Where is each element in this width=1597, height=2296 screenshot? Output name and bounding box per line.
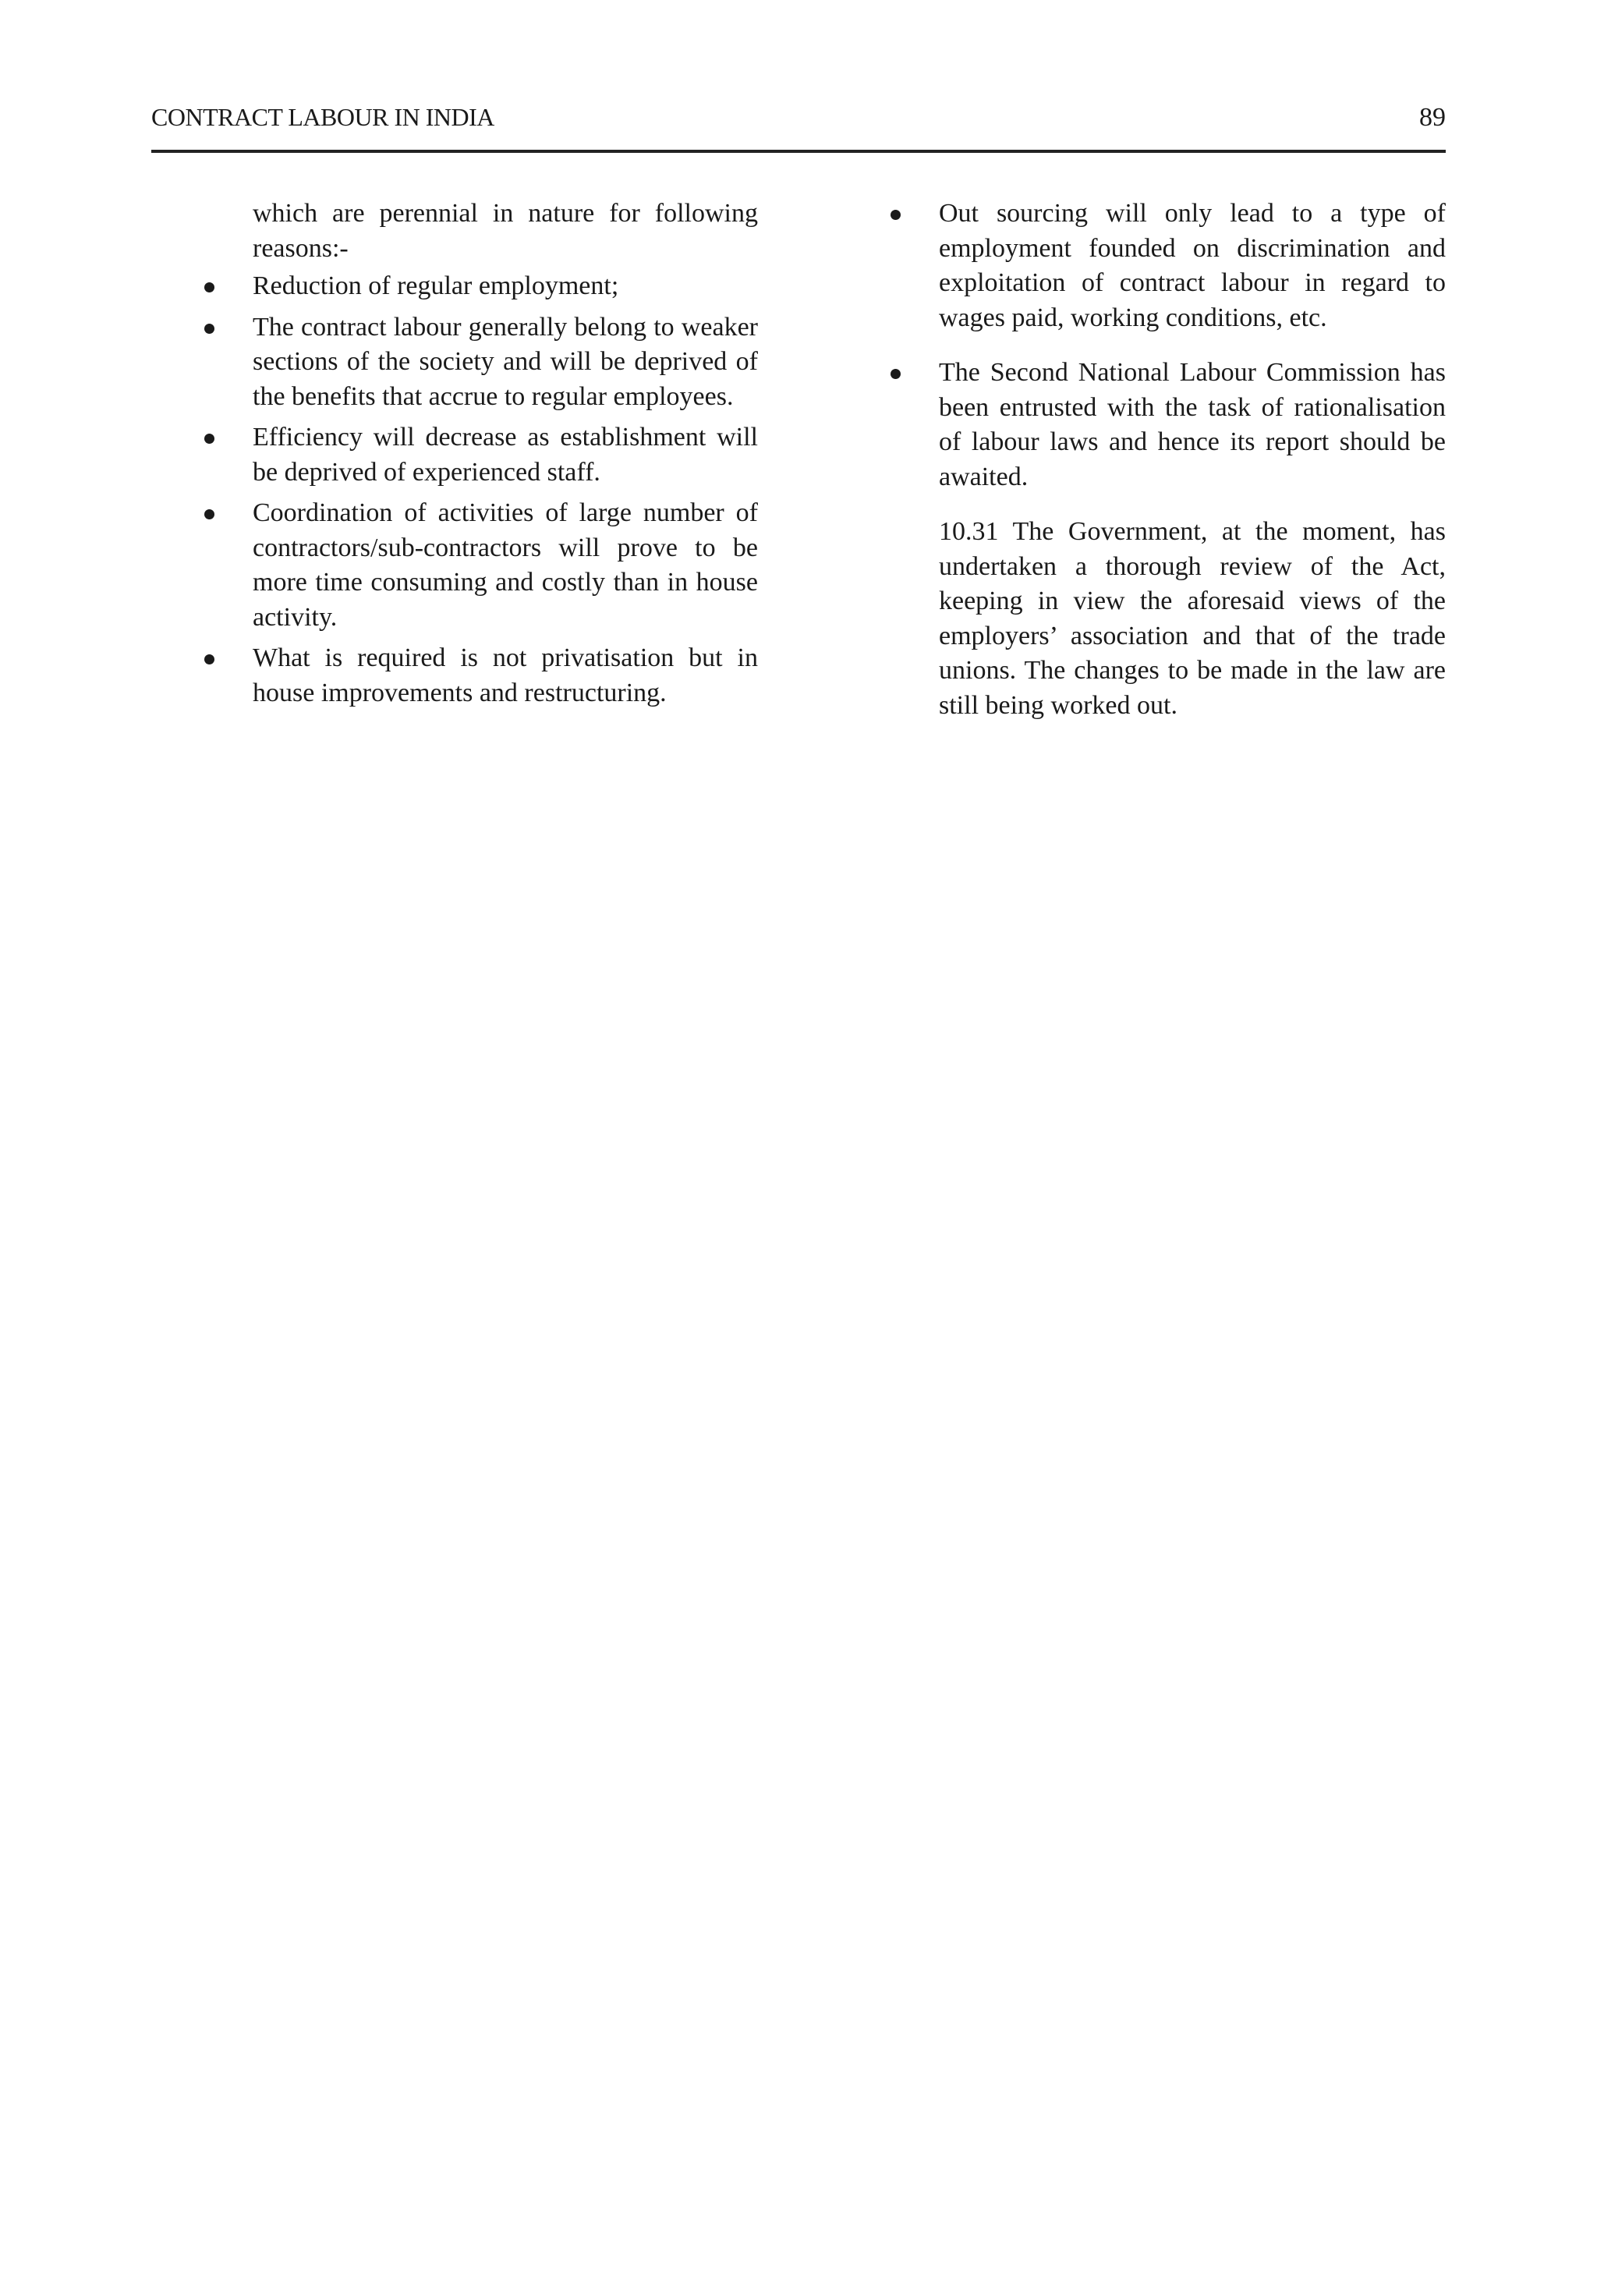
bullet-icon: [204, 434, 214, 444]
left-column: [201, 197, 758, 717]
intro-paragraph: which are perennial in nature for following reasons:-: [253, 199, 758, 263]
list-item: [201, 420, 758, 490]
bullet-icon: [204, 654, 214, 664]
page-header: [151, 103, 1446, 153]
bullet-icon: [204, 324, 214, 334]
list-item-text: Out sourcing will only lead to a type of employment founded on discrimination and exploitation of contract labour in regard to wages paid, working conditions, etc.: [939, 199, 1446, 332]
left-bullet-list: [201, 269, 758, 710]
bullet-icon: [204, 509, 214, 519]
bullet-icon: [204, 282, 214, 292]
list-item: [201, 310, 758, 415]
list-item-text: Efficiency will decrease as establishment will be deprived of experienced staff.: [253, 423, 758, 487]
running-title: CONTRACT LABOUR IN INDIA: [151, 103, 494, 131]
list-item: [201, 641, 758, 710]
list-item: [887, 356, 1446, 494]
list-item-text: What is required is not privatisation but in house improvements and restructuring.: [253, 643, 758, 707]
list-item: [201, 269, 758, 304]
list-item: [201, 496, 758, 635]
bullet-icon: [891, 369, 901, 379]
numbered-paragraph: 10.31 The Government, at the moment, has undertaken a thorough review of the Act, keeping in view the aforesaid views of the employers’ association and that of the trade unions. The changes to be made in the law are still being worked out.: [939, 517, 1446, 720]
list-item: [887, 197, 1446, 335]
bullet-icon: [891, 210, 901, 220]
right-column: [887, 197, 1446, 723]
list-item-text: Reduction of regular employment;: [253, 271, 619, 300]
list-item-text: Coordination of activities of large number of contractors/sub-contractors will prove to be more time consuming and costly than in house activity.: [253, 498, 758, 632]
page-number: 89: [1419, 103, 1446, 132]
right-bullet-list: [887, 197, 1446, 494]
list-item-text: The Second National Labour Commission has been entrusted with the task of rationalisation of labour laws and hence its report should be awaited.: [939, 358, 1446, 491]
list-item-text: The contract labour generally belong to weaker sections of the society and will be deprived of the benefits that accrue to regular employees.: [253, 312, 758, 411]
